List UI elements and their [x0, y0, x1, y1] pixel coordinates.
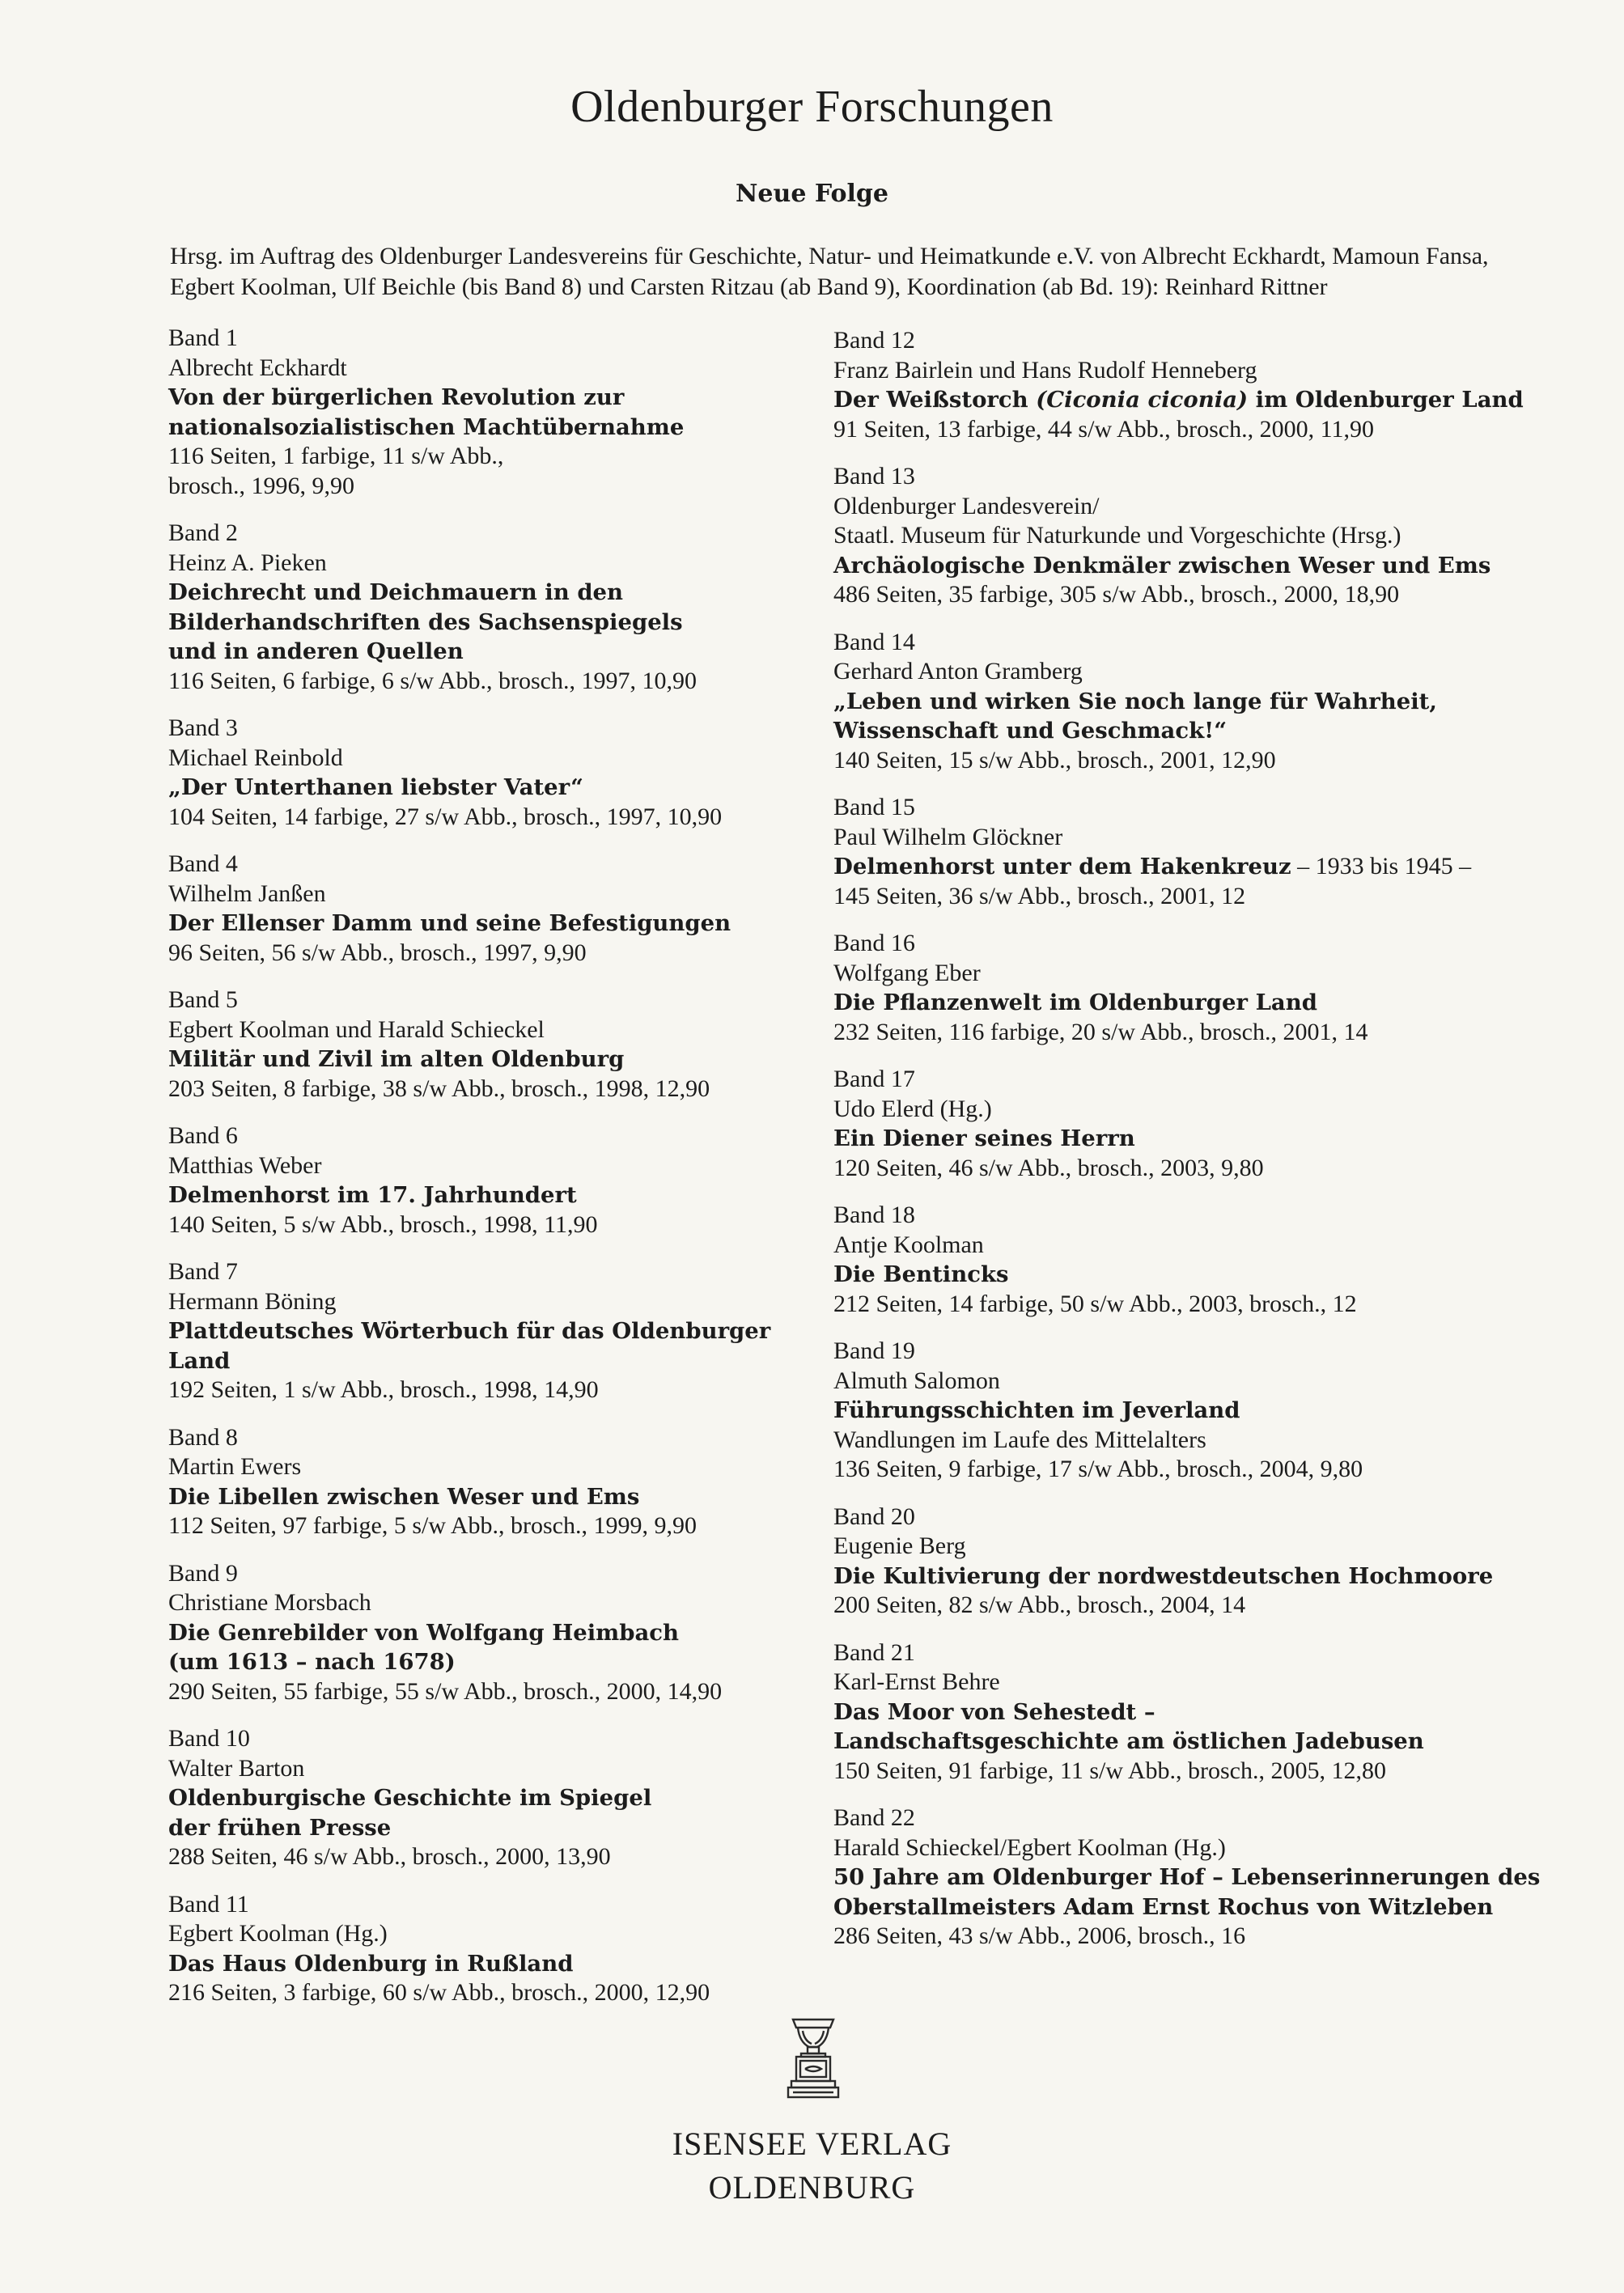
volume-title: Wissenschaft und Geschmack!“	[833, 718, 1228, 744]
volume-title: Die Bentincks	[833, 1261, 1009, 1287]
volume-number: Band 7	[168, 1258, 238, 1285]
volume-title	[833, 385, 1554, 415]
volume-title: Führungsschichten im Jeverland	[833, 1397, 1240, 1423]
volume-entry	[168, 1724, 816, 1872]
volume-author: Staatl. Museum für Naturkunde und Vorgeschichte (Hrsg.)	[833, 522, 1401, 549]
volume-title: nationalsozialistischen Machtübernahme	[168, 413, 685, 440]
volume-author: Egbert Koolman und Harald Schieckel	[168, 1015, 545, 1043]
volume-title-species: (Ciconia ciconia)	[1036, 387, 1249, 413]
volume-number: Band 8	[168, 1423, 238, 1451]
volume-title: Der Ellenser Damm und seine Befestigungen	[168, 910, 731, 936]
volume-details: 290 Seiten, 55 farbige, 55 s/w Abb., brosch., 2000, 14,90	[168, 1677, 723, 1705]
volume-entry	[833, 1065, 1554, 1183]
volume-title-text: Der Weißstorch	[833, 387, 1037, 413]
volume-details: 216 Seiten, 3 farbige, 60 s/w Abb., brosch., 2000, 12,90	[168, 1979, 710, 2006]
volume-author: Hermann Böning	[168, 1287, 337, 1315]
volume-title: Das Haus Oldenburg in Rußland	[168, 1950, 574, 1977]
volume-number: Band 4	[168, 850, 238, 877]
volume-list-right	[833, 326, 1554, 1969]
volume-author: Eugenie Berg	[833, 1532, 966, 1559]
volume-details: 140 Seiten, 5 s/w Abb., brosch., 1998, 11,90	[168, 1210, 598, 1238]
volume-author: Gerhard Anton Gramberg	[833, 658, 1083, 685]
volume-entry	[168, 1257, 816, 1405]
volume-entry	[833, 793, 1554, 911]
volume-author: Oldenburger Landesverein/	[833, 492, 1100, 519]
volume-title: Deichrecht und Deichmauern in den	[168, 579, 624, 605]
volume-title: Von der bürgerlichen Revolution zur	[168, 384, 625, 410]
page-subtitle: Neue Folge	[736, 180, 888, 208]
volume-details: 104 Seiten, 14 farbige, 27 s/w Abb., brosch., 1997, 10,90	[168, 803, 723, 830]
volume-title: 50 Jahre am Oldenburger Hof – Lebenserinnerungen des	[833, 1864, 1541, 1890]
volume-title: Militär und Zivil im alten Oldenburg	[168, 1046, 625, 1072]
volume-entry	[833, 1503, 1554, 1621]
volume-title: „Leben und wirken Sie noch lange für Wahrheit,	[833, 688, 1437, 714]
volume-author: Almuth Salomon	[833, 1367, 1000, 1394]
volume-details: Wandlungen im Laufe des Mittelalters	[833, 1426, 1206, 1453]
volume-author: Michael Reinbold	[168, 744, 343, 771]
volume-details: 192 Seiten, 1 s/w Abb., brosch., 1998, 14,90	[168, 1376, 599, 1403]
volume-number: Band 15	[833, 794, 915, 820]
volume-entry	[833, 1201, 1554, 1319]
volume-title-text: im Oldenburger Land	[1248, 387, 1524, 413]
volume-author: Matthias Weber	[168, 1151, 322, 1179]
volume-number: Band 17	[833, 1066, 915, 1092]
volume-author: Egbert Koolman (Hg.)	[168, 1920, 388, 1947]
volume-list-left	[168, 324, 816, 2026]
volume-details: 232 Seiten, 116 farbige, 20 s/w Abb., brosch., 2001, 14	[833, 1018, 1368, 1045]
volume-number: Band 13	[833, 463, 915, 490]
volume-details: 145 Seiten, 36 s/w Abb., brosch., 2001, 12	[833, 882, 1246, 909]
volume-entry	[168, 1559, 816, 1707]
volume-title: „Der Unterthanen liebster Vater“	[168, 774, 583, 800]
volume-title: Plattdeutsches Wörterbuch für das Oldenburger Land	[168, 1318, 771, 1374]
volume-number: Band 21	[833, 1638, 915, 1666]
volume-title: Ein Diener seines Herrn	[833, 1125, 1135, 1151]
volume-details: 136 Seiten, 9 farbige, 17 s/w Abb., brosch., 2004, 9,80	[833, 1456, 1363, 1482]
vase-emblem-icon	[785, 2015, 842, 2104]
volume-number: Band 10	[168, 1725, 250, 1752]
volume-number: Band 11	[168, 1890, 249, 1918]
volume-entry	[168, 985, 816, 1104]
volume-number: Band 5	[168, 986, 238, 1013]
volume-author: Paul Wilhelm Glöckner	[833, 823, 1063, 850]
volume-title: Oberstallmeisters Adam Ernst Rochus von Witzleben	[833, 1893, 1494, 1920]
volume-entry	[833, 1638, 1554, 1787]
volume-entry	[833, 462, 1554, 610]
volume-entry	[833, 1803, 1554, 1952]
volume-title: Bilderhandschriften des Sachsenspiegels	[168, 608, 683, 635]
volume-details: 486 Seiten, 35 farbige, 305 s/w Abb., brosch., 2000, 18,90	[833, 581, 1400, 608]
volume-entry	[168, 519, 816, 696]
volume-title: Die Libellen zwischen Weser und Ems	[168, 1483, 640, 1510]
volume-author: Heinz A. Pieken	[168, 549, 327, 576]
volume-details: 288 Seiten, 46 s/w Abb., brosch., 2000, 13,90	[168, 1843, 611, 1870]
volume-title: Delmenhorst im 17. Jahrhundert	[168, 1182, 577, 1208]
volume-number: Band 18	[833, 1202, 915, 1228]
volume-author: Karl-Ernst Behre	[833, 1668, 1000, 1695]
volume-number: Band 9	[168, 1559, 238, 1587]
volume-author: Albrecht Eckhardt	[168, 354, 347, 381]
volume-title: der frühen Presse	[168, 1814, 392, 1841]
volume-number: Band 1	[168, 324, 238, 351]
volume-author: Walter Barton	[168, 1754, 305, 1782]
volume-title: Die Genrebilder von Wolfgang Heimbach	[168, 1619, 680, 1646]
volume-number: Band 19	[833, 1337, 915, 1364]
volume-details: 286 Seiten, 43 s/w Abb., 2006, brosch., 16	[833, 1922, 1246, 1949]
volume-title: Landschaftsgeschichte am östlichen Jadebusen	[833, 1728, 1424, 1754]
volume-number: Band 6	[168, 1122, 238, 1149]
volume-entry	[168, 850, 816, 968]
volume-author: Udo Elerd (Hg.)	[833, 1095, 992, 1122]
volume-title: Die Kultivierung der nordwestdeutschen Hochmoore	[833, 1562, 1494, 1589]
volume-entry	[833, 929, 1554, 1047]
volume-entry	[168, 1121, 816, 1240]
volume-details: 150 Seiten, 91 farbige, 11 s/w Abb., brosch., 2005, 12,80	[833, 1757, 1386, 1784]
volume-details: 91 Seiten, 13 farbige, 44 s/w Abb., brosch., 2000, 11,90	[833, 415, 1374, 443]
volume-details: brosch., 1996, 9,90	[168, 472, 354, 499]
volume-author: Harald Schieckel/Egbert Koolman (Hg.)	[833, 1833, 1226, 1861]
volume-number: Band 12	[833, 327, 915, 354]
publisher-city: OLDENBURG	[708, 2169, 916, 2206]
volume-entry	[168, 714, 816, 832]
volume-author: Wilhelm Janßen	[168, 879, 326, 907]
volume-title	[833, 852, 1554, 882]
volume-details: 116 Seiten, 6 farbige, 6 s/w Abb., brosch., 1997, 10,90	[168, 667, 697, 694]
page-title: Oldenburger Forschungen	[570, 82, 1054, 132]
volume-author: Christiane Morsbach	[168, 1589, 371, 1616]
volume-entry	[833, 326, 1554, 444]
volume-number: Band 16	[833, 930, 915, 956]
volume-author: Franz Bairlein und Hans Rudolf Henneberg	[833, 356, 1257, 384]
volume-entry	[168, 324, 816, 501]
volume-details: 112 Seiten, 97 farbige, 5 s/w Abb., brosch., 1999, 9,90	[168, 1512, 697, 1539]
volume-number: Band 2	[168, 519, 238, 546]
volume-details: 203 Seiten, 8 farbige, 38 s/w Abb., brosch., 1998, 12,90	[168, 1074, 710, 1102]
volume-entry	[833, 628, 1554, 776]
volume-details: 200 Seiten, 82 s/w Abb., brosch., 2004, 14	[833, 1592, 1246, 1618]
volume-number: Band 22	[833, 1804, 915, 1831]
volume-author: Martin Ewers	[168, 1453, 302, 1480]
volume-author: Antje Koolman	[833, 1231, 984, 1258]
volume-title-text: Delmenhorst unter dem Hakenkreuz	[833, 854, 1291, 879]
volume-title: Die Pflanzenwelt im Oldenburger Land	[833, 990, 1317, 1015]
volume-title: Das Moor von Sehestedt –	[833, 1698, 1155, 1725]
volume-details: 212 Seiten, 14 farbige, 50 s/w Abb., 2003, brosch., 12	[833, 1290, 1357, 1317]
volume-title: (um 1613 – nach 1678)	[168, 1649, 456, 1675]
volume-title: Archäologische Denkmäler zwischen Weser und Ems	[833, 552, 1491, 579]
volume-entry	[168, 1423, 816, 1541]
volume-title-years: – 1933 bis 1945 –	[1291, 853, 1472, 879]
volume-title: und in anderen Quellen	[168, 638, 464, 664]
volume-number: Band 20	[833, 1503, 915, 1530]
volume-details: 140 Seiten, 15 s/w Abb., brosch., 2001, 12,90	[833, 746, 1276, 774]
publisher-name: ISENSEE VERLAG	[672, 2126, 952, 2162]
volume-author: Wolfgang Eber	[833, 959, 981, 986]
volume-entry	[168, 1890, 816, 2008]
volume-details: 116 Seiten, 1 farbige, 11 s/w Abb.,	[168, 443, 504, 469]
volume-details: 96 Seiten, 56 s/w Abb., brosch., 1997, 9,90	[168, 939, 587, 966]
volume-entry	[833, 1337, 1554, 1485]
editors-note: Hrsg. im Auftrag des Oldenburger Landesvereins für Geschichte, Natur- und Heimatkunde e.V. von Albrecht Eckhardt, Mamoun Fansa, Egbert Koolman, Ulf Beichle (bis Band 8) und Carsten Ritzau (ab Band 9), Koordination (ab Bd. 19): Reinhard Rittner	[170, 243, 1489, 300]
volume-number: Band 14	[833, 628, 915, 655]
volume-details: 120 Seiten, 46 s/w Abb., brosch., 2003, 9,80	[833, 1154, 1264, 1181]
volume-number: Band 3	[168, 714, 238, 741]
volume-title: Oldenburgische Geschichte im Spiegel	[168, 1785, 652, 1811]
